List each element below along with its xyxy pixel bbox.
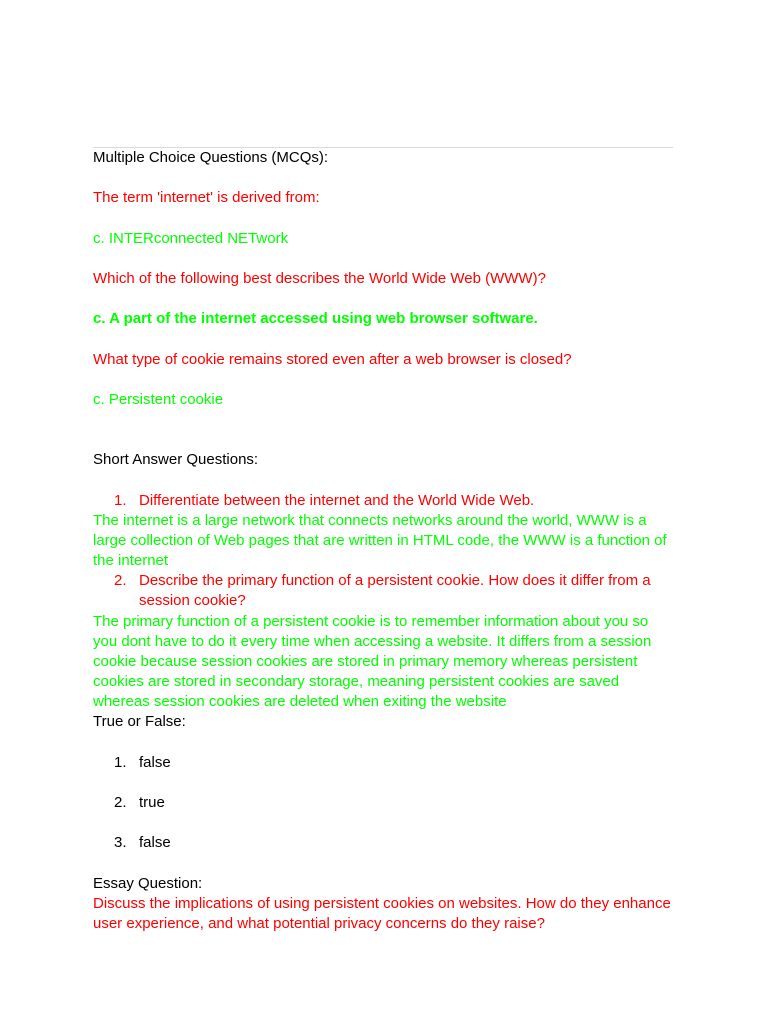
true-false-heading: True or False: — [93, 713, 186, 730]
essay-question: Discuss the implications of using persistent cookies on websites. How do they enhance user experience, and what potential privacy concerns do they raise? — [93, 895, 671, 932]
list-number: 1. — [114, 492, 127, 509]
short-answer-response-2: The primary function of a persistent cookie is to remember information about you so you dont have to do it every time when accessing a website. It differs from a session cookie because session cookies are stored in primary memory whereas persistent cookies are stored in secondary storage, meaning persistent cookies are saved whereas session cookies are deleted when exiting the website — [93, 613, 652, 710]
list-number: 2. — [114, 572, 127, 589]
mcq-answer-3: c. Persistent cookie — [93, 391, 224, 408]
true-false-answer-1: false — [139, 754, 171, 771]
short-answer-heading: Short Answer Questions: — [93, 451, 259, 468]
mcq-question-1: The term 'internet' is derived from: — [93, 189, 320, 206]
mcq-question-2: Which of the following best describes the World Wide Web (WWW)? — [93, 270, 546, 287]
list-number: 3. — [114, 834, 127, 851]
short-answer-question-1: Differentiate between the internet and the World Wide Web. — [139, 492, 535, 509]
mcq-answer-2: c. A part of the internet accessed using web browser software. — [93, 310, 538, 327]
list-number: 1. — [114, 754, 127, 771]
list-number: 2. — [114, 794, 127, 811]
short-answer-response-1: The internet is a large network that connects networks around the world, WWW is a large collection of Web pages that are written in HTML code, the WWW is a function of the internet — [93, 512, 667, 569]
short-answer-question-2: Describe the primary function of a persistent cookie. How does it differ from a session cookie? — [139, 572, 651, 609]
mcq-answer-1: c. INTERconnected NETwork — [93, 230, 289, 247]
essay-heading: Essay Question: — [93, 875, 203, 892]
true-false-answer-2: true — [139, 794, 165, 811]
mcq-heading: Multiple Choice Questions (MCQs): — [93, 149, 329, 166]
true-false-answer-3: false — [139, 834, 171, 851]
mcq-question-3: What type of cookie remains stored even after a web browser is closed? — [93, 351, 572, 368]
